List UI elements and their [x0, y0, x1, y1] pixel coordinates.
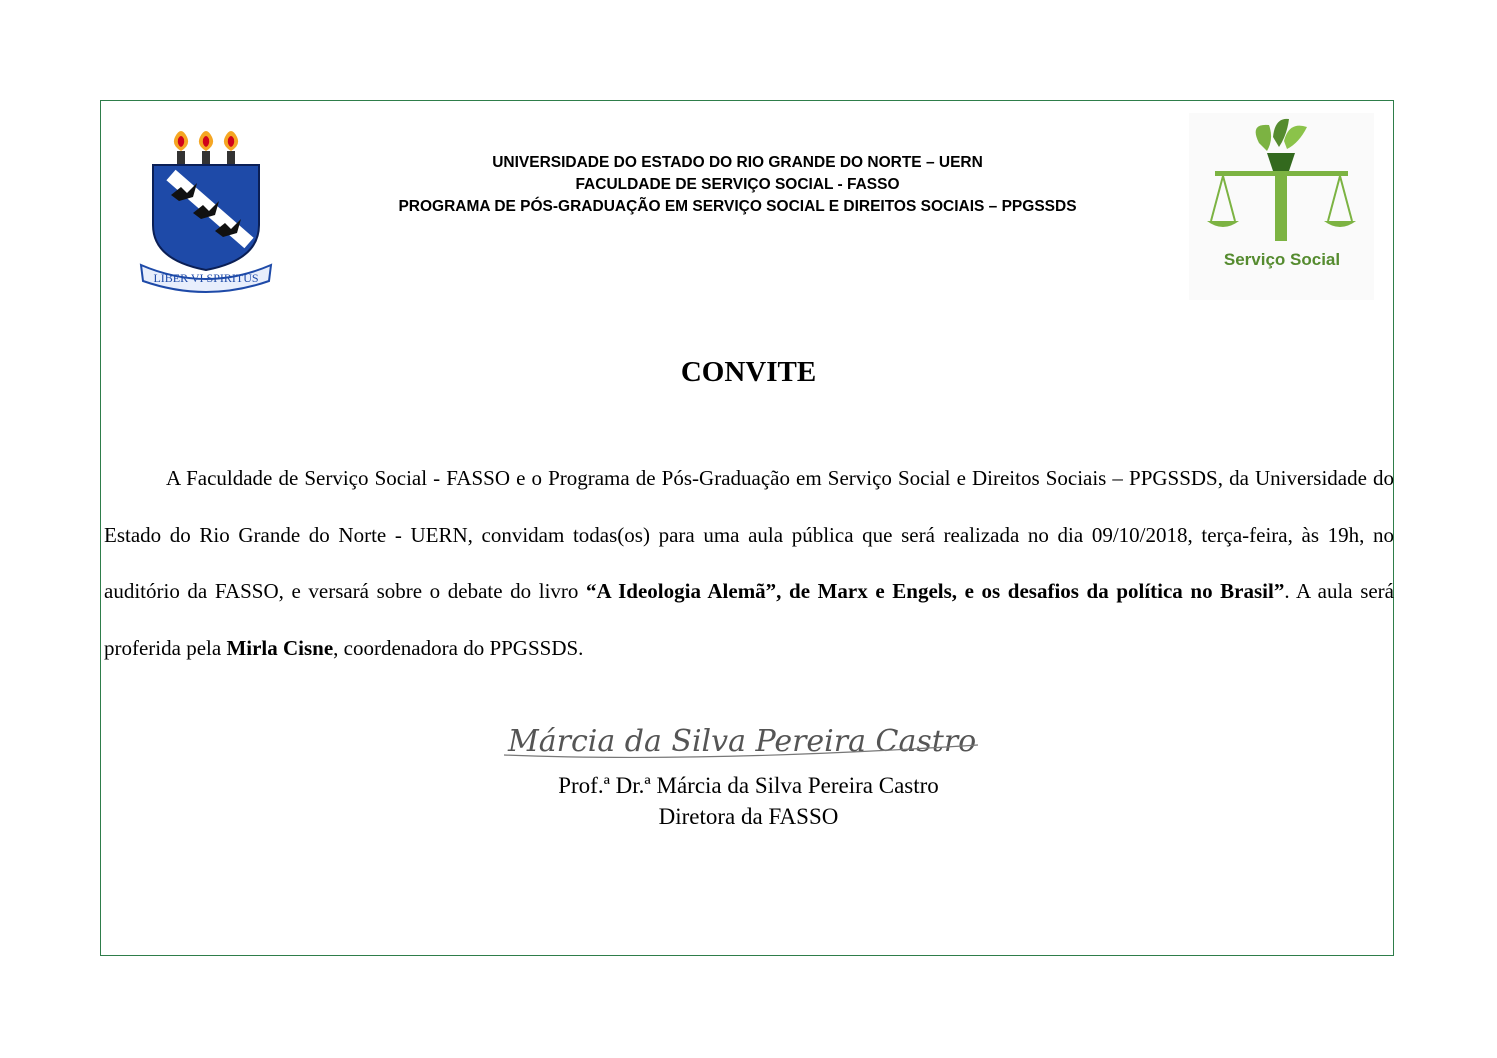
- paragraph-text: , coordenadora do PPGSSDS.: [333, 635, 584, 660]
- speaker-name: Mirla Cisne: [226, 635, 334, 660]
- torch-icon: [199, 131, 213, 165]
- document-title: CONVITE: [680, 356, 817, 388]
- header-university: UNIVERSIDADE DO ESTADO DO RIO GRANDE DO NORTE – UERN: [492, 154, 983, 171]
- paragraph-text: A Faculdade de Serviço Social - FASSO e o Programa de Pós-Graduação em Serviço Social e Direitos Sociais – PPGSSDS, da Universidade do Estado do Rio Grande do Norte - UERN, convidam todas(os) para uma aula pública que será realizada no dia 09/10/2018, terça-feira, às 19h, no auditório da FASSO, e versará sobre o debate do livro: [104, 466, 1394, 603]
- logo-label: Serviço Social: [1223, 250, 1341, 269]
- uern-coat-of-arms-logo: [131, 125, 281, 297]
- header-program: PROGRAMA DE PÓS-GRADUAÇÃO EM SERVIÇO SOCIAL E DIREITOS SOCIAIS – PPGSSDS: [398, 198, 1077, 215]
- svg-text:Márcia da Silva Pereira Castro: Márcia da Silva Pereira Castro: [508, 724, 977, 759]
- torch-icon: [174, 131, 188, 165]
- torch-icon: [224, 131, 238, 165]
- signer-role: Diretora da FASSO: [658, 804, 839, 829]
- invitation-paragraph: [104, 450, 1394, 676]
- paragraph-text: . A aula será proferida pela: [104, 579, 1394, 660]
- institution-header: [300, 152, 1175, 218]
- signer-name: Prof.ª Dr.ª Márcia da Silva Pereira Castro: [558, 773, 939, 798]
- logo-motto: LIBER VI SPIRITUS: [153, 271, 259, 285]
- leaf-icon: [1256, 125, 1271, 151]
- handwritten-signature: [498, 715, 988, 765]
- servico-social-logo: [1189, 113, 1374, 300]
- leaf-icon: [1284, 126, 1307, 149]
- header-faculty: FACULDADE DE SERVIÇO SOCIAL - FASSO: [575, 176, 900, 193]
- book-title: “A Ideologia Alemã”, de Marx e Engels, e os desafios da política no Brasil”: [586, 579, 1285, 603]
